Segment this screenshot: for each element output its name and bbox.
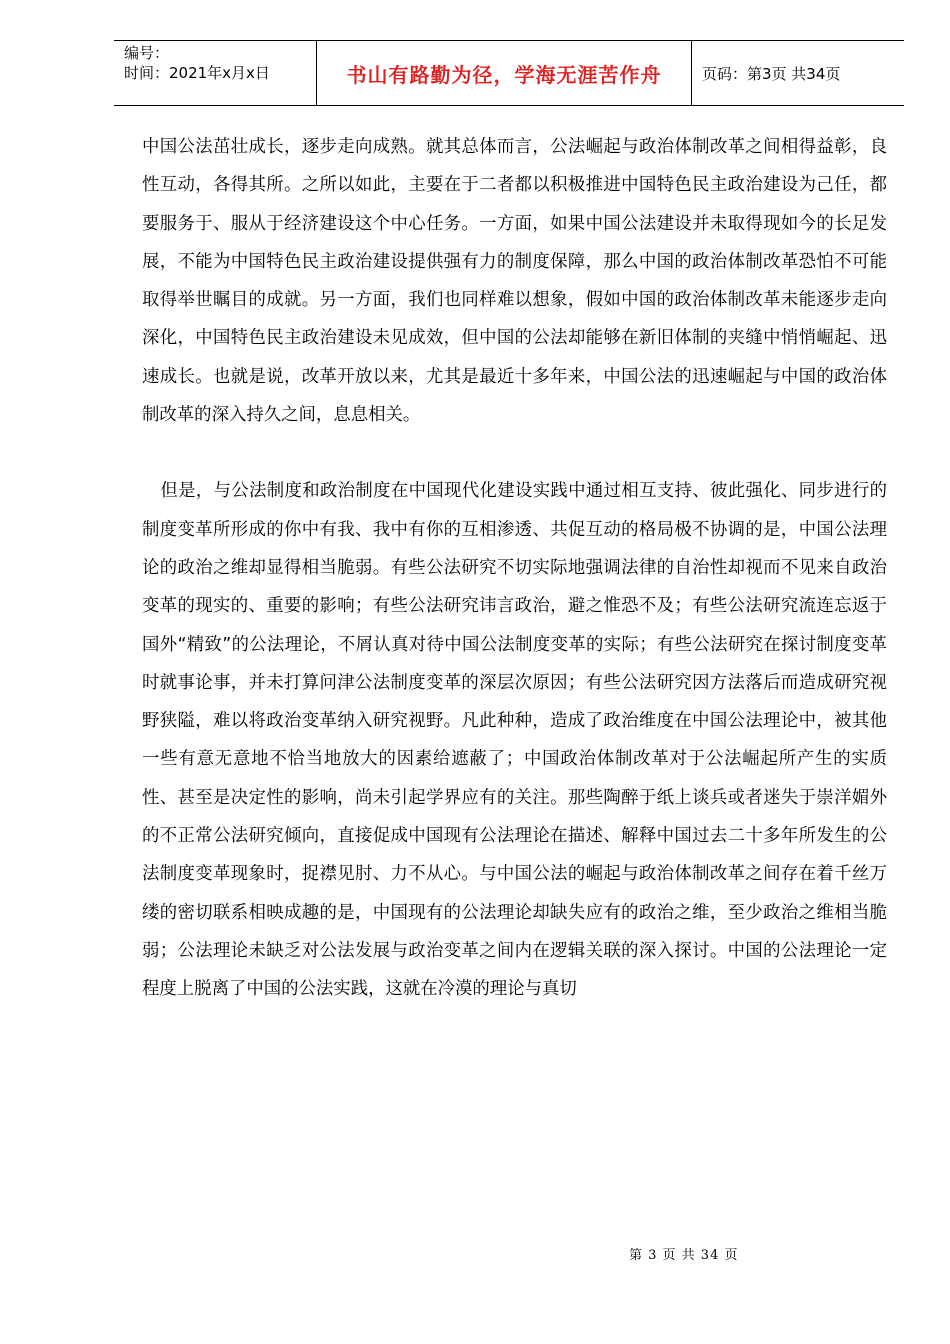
paragraph-1 (142, 128, 887, 434)
paragraph-2-text: 但是，与公法制度和政治制度在中国现代化建设实践中通过相互支持、彼此强化、同步进行的制度变革所形成的你中有我、我中有你的互相渗透、共促互动的格局极不协调的是，中国公法理论的政治之维却显得相当脆弱。有些公法研究不切实际地强调法律的自治性却视而不见来自政治变革的现实的、重要的影响；有些公法研究讳言政治，避之惟恐不及；有些公法研究流连忘返于国外“精致”的公法理论，不屑认真对待中国公法制度变革的实际；有些公法研究在探讨制度变革时就事论事，并未打算问津公法制度变革的深层次原因；有些公法研究因方法落后而造成研究视野狭隘，难以将政治变革纳入研究视野。凡此种种，造成了政治维度在中国公法理论中，被其他一些有意无意地不恰当地放大的因素给遮蔽了；中国政治体制改革对于公法崛起所产生的实质性、甚至是决定性的影响，尚未引起学界应有的关注。那些陶醉于纸上谈兵或者迷失于崇洋媚外的不正常公法研究倾向，直接促成中国现有公法理论在描述、解释中国过去二十多年所发生的公法制度变革现象时，捉襟见肘、力不从心。与中国公法的崛起与政治体制改革之间存在着千丝万缕的密切联系相映成趣的是，中国现有的公法理论却缺失应有的政治之维，至少政治之维相当脆弱；公法理论未缺乏对公法发展与政治变革之间内在逻辑关联的深入探讨。中国的公法理论一定程度上脱离了中国的公法实践，这就在冷漠的理论与真切 (142, 481, 887, 1000)
document-body (142, 128, 887, 1009)
header-page-info: 页码：第3页 共34页 (702, 64, 841, 83)
header-meta (114, 41, 316, 105)
time-label: 时间：2021年x月x日 (124, 64, 270, 82)
paragraph-spacer (142, 434, 887, 472)
header-motto: 书山有路勤为径，学海无涯苦作舟 (316, 41, 692, 105)
document-header (114, 40, 904, 106)
number-label: 编号： (124, 44, 170, 62)
paragraph-1-text: 中国公法茁壮成长，逐步走向成熟。就其总体而言，公法崛起与政治体制改革之间相得益彰，良性互动，各得其所。之所以如此，主要在于二者都以积极推进中国特色民主政治建设为己任，都要服务于、服从于经济建设这个中心任务。一方面，如果中国公法建设并未取得现如今的长足发展，不能为中国特色民主政治建设提供强有力的制度保障，那么中国的政治体制改革恐怕不可能取得举世瞩目的成就。另一方面，我们也同样难以想象，假如中国的政治体制改革未能逐步走向深化，中国特色民主政治建设未见成效，但中国的公法却能够在新旧体制的夹缝中悄悄崛起、迅速成长。也就是说，改革开放以来，尤其是最近十多年来，中国公法的迅速崛起与中国的政治体制改革的深入持久之间，息息相关。 (142, 137, 887, 426)
paragraph-2 (142, 472, 887, 1008)
footer-page-number: 第 3 页 共 34 页 (629, 1248, 739, 1263)
